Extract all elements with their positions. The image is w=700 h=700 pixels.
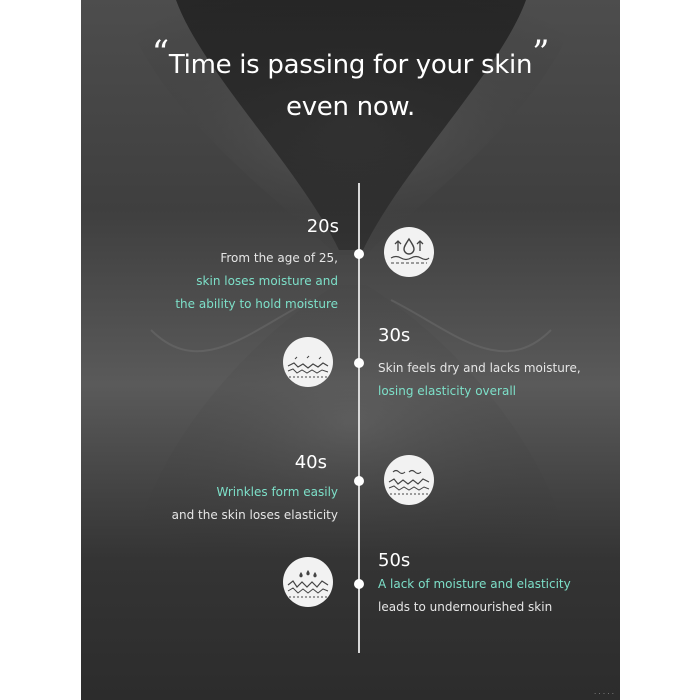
decade-20s: 20s xyxy=(306,216,339,237)
stage-20s-line-3: the ability to hold moisture xyxy=(175,297,338,311)
timeline-dot-50s xyxy=(354,579,364,589)
water-drop-evaporation-icon xyxy=(384,227,434,277)
illegible-footnote: · · · · · xyxy=(593,690,614,698)
timeline-dot-40s xyxy=(354,476,364,486)
decade-30s: 30s xyxy=(378,325,411,346)
headline-line-1 xyxy=(81,33,620,82)
stage-20s-line-2: skin loses moisture and xyxy=(196,274,338,288)
dry-skin-layer-icon xyxy=(283,337,333,387)
stage-50s-line-2: leads to undernourished skin xyxy=(378,600,553,614)
stage-20s-line-1: From the age of 25, xyxy=(220,251,338,265)
headline-text-1: Time is passing for your skin xyxy=(168,50,533,80)
timeline-dot-20s xyxy=(354,249,364,259)
timeline-dot-30s xyxy=(354,358,364,368)
close-quote-mark: ” xyxy=(532,33,550,73)
stage-40s-line-1: Wrinkles form easily xyxy=(216,485,338,499)
stage-30s-line-2: losing elasticity overall xyxy=(378,384,516,398)
wrinkled-skin-layer-icon xyxy=(384,455,434,505)
stage-50s-line-1: A lack of moisture and elasticity xyxy=(378,577,571,591)
decade-50s: 50s xyxy=(378,550,411,571)
stage-30s-line-1: Skin feels dry and lacks moisture, xyxy=(378,361,581,375)
stage-40s-line-2: and the skin loses elasticity xyxy=(171,508,338,522)
skin-aging-poster xyxy=(81,0,620,700)
undernourished-skin-icon xyxy=(283,557,333,607)
open-quote-mark: “ xyxy=(151,33,169,73)
headline-line-2: even now. xyxy=(286,92,415,122)
decade-40s: 40s xyxy=(294,452,327,473)
